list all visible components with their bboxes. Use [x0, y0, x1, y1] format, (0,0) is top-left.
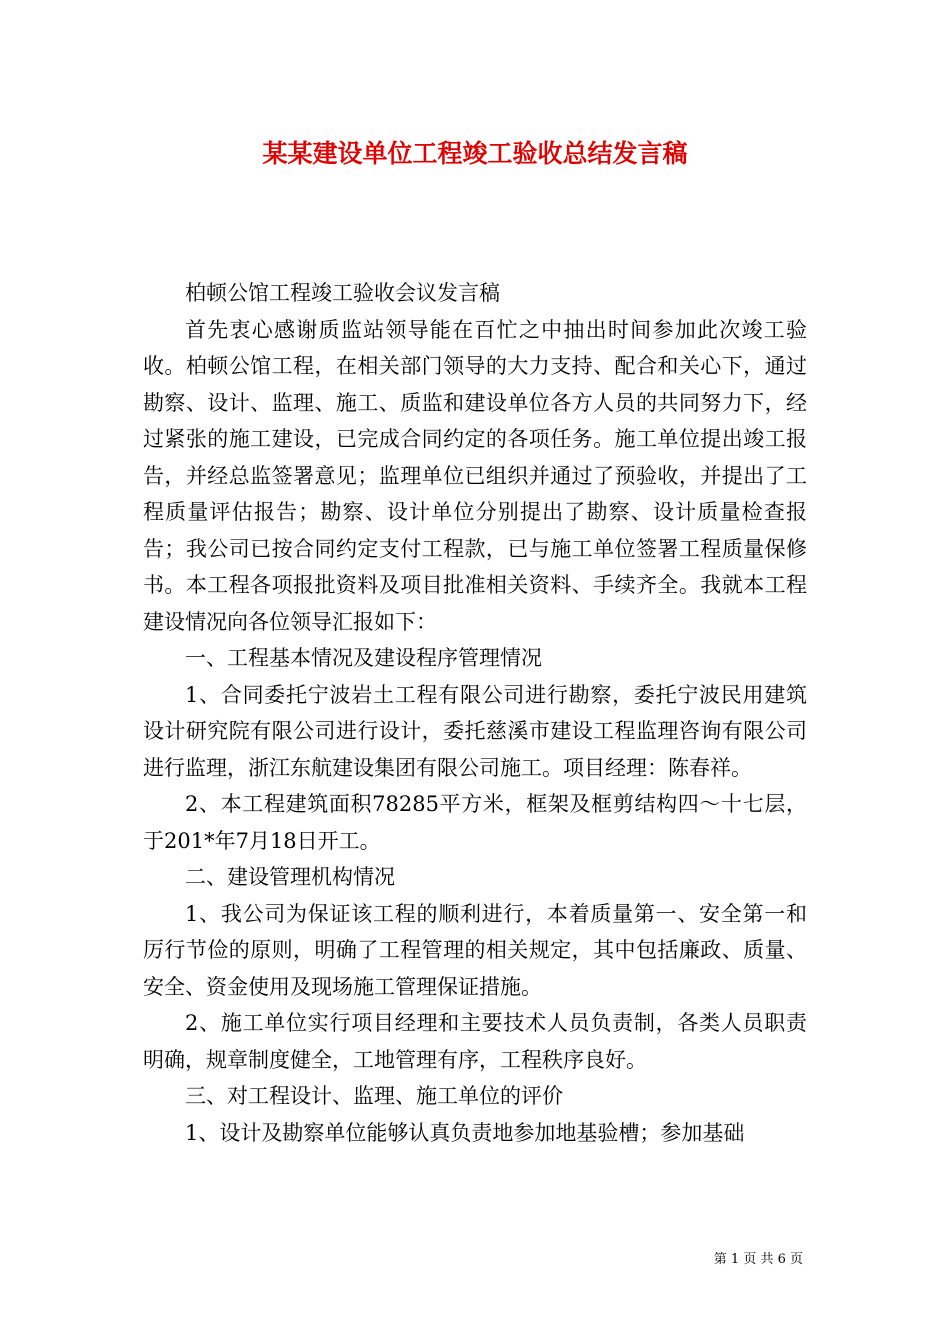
paragraph-2-2: 2、施工单位实行项目经理和主要技术人员负责制，各类人员职责明确，规章制度健全，工地管理有序，工程秩序良好。 [143, 1011, 807, 1072]
paragraph-subtitle: 柏顿公馆工程竣工验收会议发言稿 [185, 281, 500, 305]
document-title: 某某建设单位工程竣工验收总结发言稿 [262, 139, 688, 168]
document-body [143, 275, 807, 1151]
section-heading-1: 一、工程基本情况及建设程序管理情况 [185, 646, 542, 670]
paragraph-intro: 首先衷心感谢质监站领导能在百忙之中抽出时间参加此次竣工验收。柏顿公馆工程，在相关部门领导的大力支持、配合和关心下，通过勘察、设计、监理、施工、质监和建设单位各方人员的共同努力下，经过紧张的施工建设，已完成合同约定的各项任务。施工单位提出竣工报告，并经总监签署意见；监理单位已组织并通过了预验收，并提出了工程质量评估报告；勘察、设计单位分别提出了勘察、设计质量检查报告；我公司已按合同约定支付工程款，已与施工单位签署工程质量保修书。本工程各项报批资料及项目批准相关资料、手续齐全。我就本工程建设情况向各位领导汇报如下： [143, 317, 807, 634]
paragraph-1-2: 2、本工程建筑面积78285平方米，框架及框剪结构四～十七层，于201*年7月18日开工。 [143, 792, 807, 853]
section-heading-3: 三、对工程设计、监理、施工单位的评价 [185, 1084, 563, 1108]
page-number-footer: 第 1 页 共 6 页 [713, 1252, 803, 1267]
section-heading-2: 二、建设管理机构情况 [185, 865, 395, 889]
paragraph-2-1: 1、我公司为保证该工程的顺利进行，本着质量第一、安全第一和厉行节俭的原则，明确了工程管理的相关规定，其中包括廉政、质量、安全、资金使用及现场施工管理保证措施。 [143, 901, 807, 999]
paragraph-1-1: 1、合同委托宁波岩土工程有限公司进行勘察，委托宁波民用建筑设计研究院有限公司进行设计，委托慈溪市建设工程监理咨询有限公司进行监理，浙江东航建设集团有限公司施工。项目经理：陈春祥。 [143, 682, 807, 780]
paragraph-3-1: 1、设计及勘察单位能够认真负责地参加地基验槽；参加基础 [185, 1120, 745, 1145]
